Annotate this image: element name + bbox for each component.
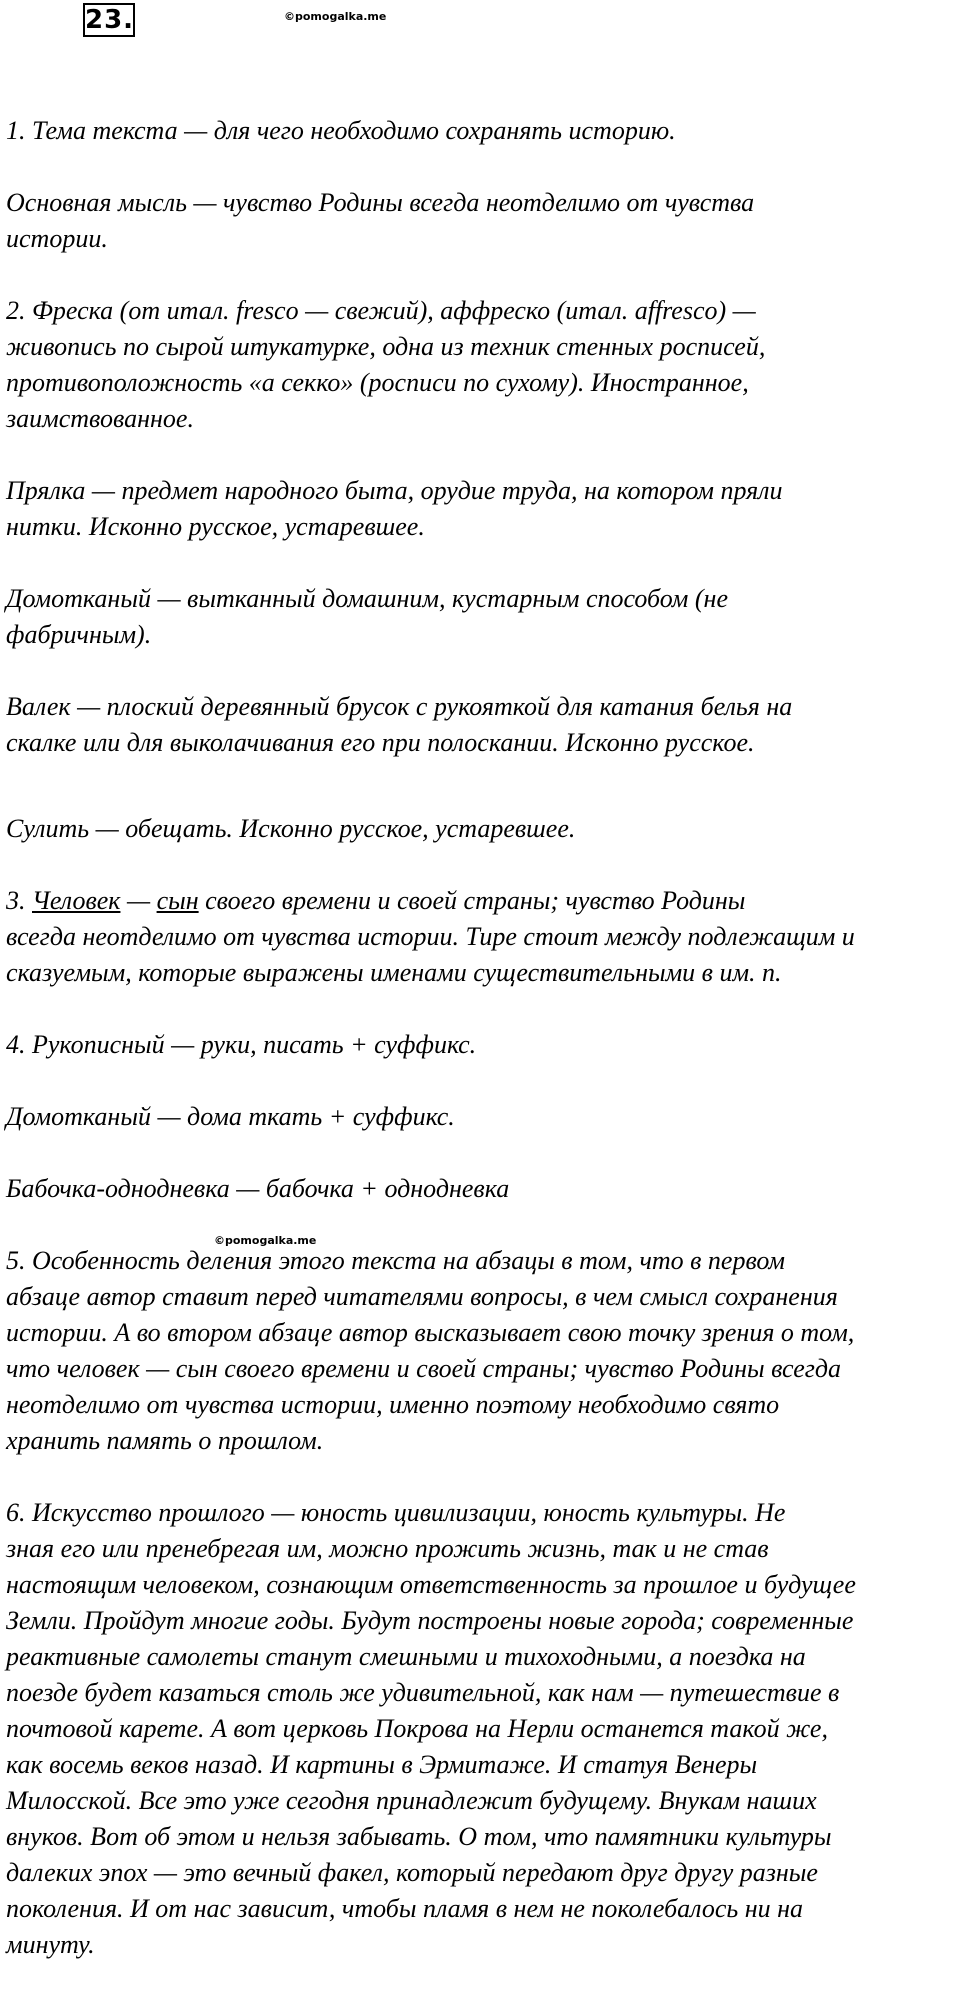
paragraph-main-idea: Основная мысль — чувство Родины всегда неотделимо от чувства истории. (6, 188, 755, 253)
paragraph-pryalka: Прялка — предмет народного быта, орудие труда, на котором пряли нитки. Исконно русское, устаревшее. (6, 476, 783, 541)
p3-dash: — (120, 886, 157, 915)
paragraph-6: 6. Искусство прошлого — юность цивилизации, юность культуры. Не зная его или пренебрегая им, можно прожить жизнь, так и не став настоящим человеком, сознающим ответственность за прошлое и будущее Земли. Пройдут многие годы. Будут построены новые города; современные реактивные самолеты станут смешными и тихоходными, а поездка на поезде будет казаться столь же удивительной, как нам — путешествие в почтовой карете. А вот церковь Покрова на Нерли останется такой же, как восемь веков назад. И картины в Эрмитаже. И статуя Венеры Милосской. Все это уже сегодня принадлежит будущему. Внукам наших внуков. Вот об этом и нельзя забывать. О том, что памятники культуры далеких эпох — это вечный факел, который передают друг другу разные поколения. И от нас зависит, чтобы пламя в нем не поколебалось ни на минуту. (6, 1498, 856, 1959)
paragraph-3 (6, 883, 954, 991)
paragraph-domotkany: Домотканый — вытканный домашним, кустарным способом (не фабричным). (6, 584, 728, 649)
paragraph-4-babochka: Бабочка-однодневка — бабочка + однодневка (6, 1174, 510, 1203)
paragraph-5: 5. Особенность деления этого текста на абзацы в том, что в первом абзаце автор ставит перед читателями вопросы, в чем смысл сохранения истории. А во втором абзаце автор высказывает свою точку зрения о том, что человек — сын своего времени и своей страны; чувство Родины всегда неотделимо от чувства истории, именно поэтому необходимо свято хранить память о прошлом. (6, 1246, 855, 1455)
watermark-top: ©pomogalka.me (284, 10, 387, 23)
answer-text (6, 77, 954, 1999)
paragraph-2-freska: 2. Фреска (от итал. fresco — свежий), аффреско (итал. affresco) — живопись по сырой штукатурке, одна из техник стенных росписей, противоположность «а секко» (росписи по сухому). Иностранное, заимствованное. (6, 296, 766, 433)
paragraph-sulit: Сулить — обещать. Исконно русское, устаревшее. (6, 814, 576, 843)
p3-prefix: 3. (6, 886, 32, 915)
paragraph-1: 1. Тема текста — для чего необходимо сохранять историю. (6, 116, 676, 145)
p3-rest: своего времени и своей страны; чувство Родины всегда неотделимо от чувства истории. Тире стоит между подлежащим и сказуемым, которые выражены именами существительными в им. п. (6, 886, 855, 987)
p3-subject: Человек (32, 886, 121, 915)
p3-predicate: сын (156, 886, 199, 915)
watermark-mid: ©pomogalka.me (214, 1234, 317, 1247)
paragraph-4-domotkany: Домотканый — дома ткать + суффикс. (6, 1102, 455, 1131)
exercise-number: 23. (85, 5, 135, 35)
paragraph-4: 4. Рукописный — руки, писать + суффикс. (6, 1030, 477, 1059)
paragraph-valek: Валек — плоский деревянный брусок с рукояткой для катания белья на скалке или для выколачивания его при полоскании. Исконно русское. (6, 692, 793, 757)
